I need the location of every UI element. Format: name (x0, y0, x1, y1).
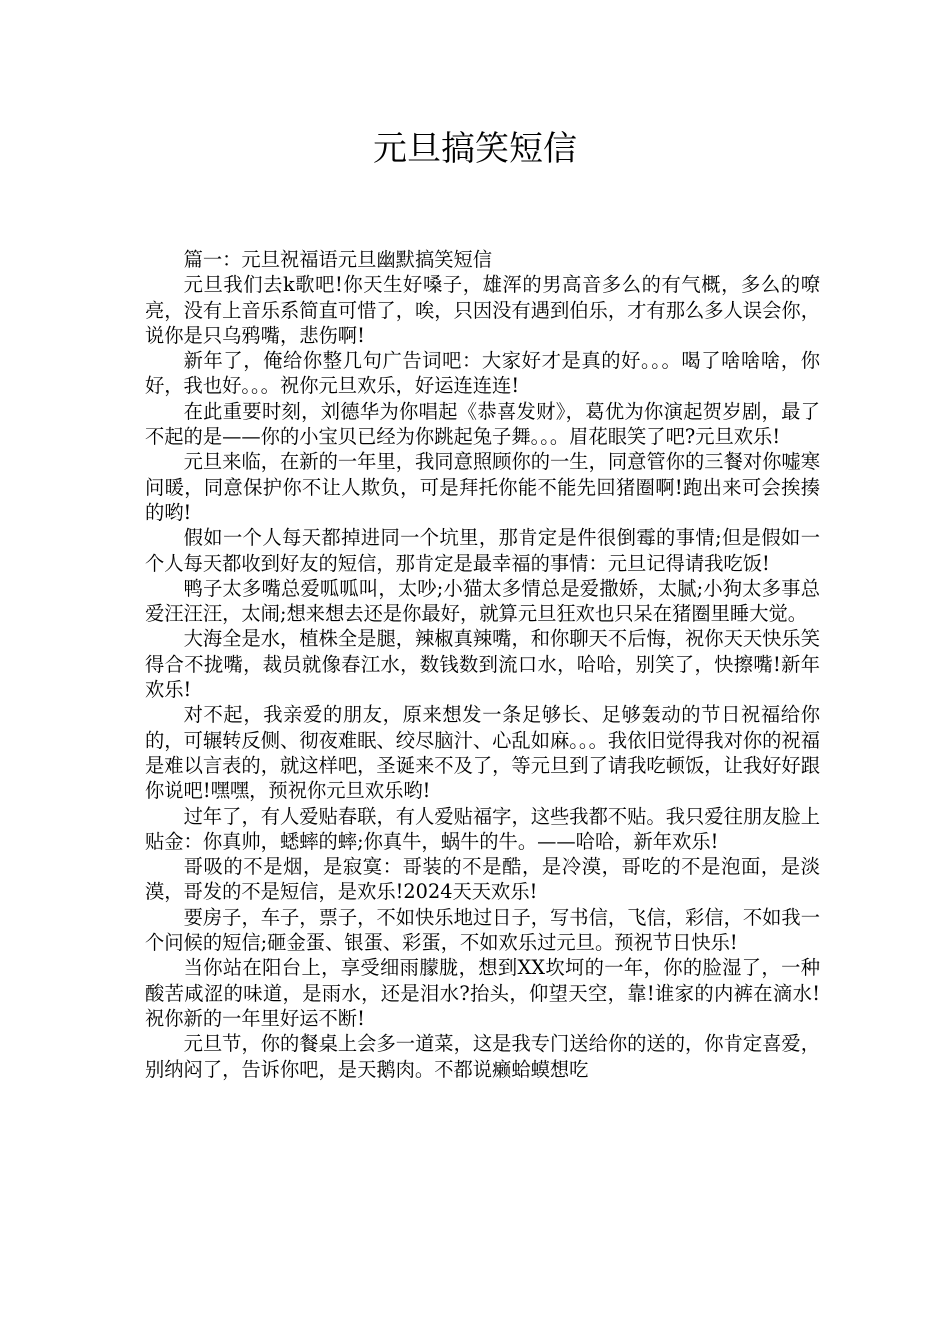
paragraph: 元旦来临，在新的一年里，我同意照顾你的一生，同意管你的三餐对你嘘寒问暖，同意保护你不让人欺负，可是拜托你能不能先回猪圈啊!跑出来可会挨揍的哟! (145, 450, 820, 524)
paragraph: 大海全是水，植株全是腿，辣椒真辣嘴，和你聊天不后悔，祝你天天快乐笑得合不拢嘴，裁员就像春江水，数钱数到流口水，哈哈，别笑了，快擦嘴!新年欢乐! (145, 627, 820, 702)
paragraph: 鸭子太多嘴总爱呱呱叫，太吵;小猫太多情总是爱撒娇，太腻;小狗太多事总爱汪汪汪，太闹;想来想去还是你最好，就算元旦狂欢也只呆在猪圈里睡大觉。 (145, 576, 820, 626)
paragraph: 新年了，俺给你整几句广告词吧：大家好才是真的好。。。喝了啥啥啥，你好，我也好。。。祝你元旦欢乐，好运连连连! (145, 349, 820, 398)
paragraph: 对不起，我亲爱的朋友，原来想发一条足够长、足够轰动的节日祝福给你的，可辗转反侧、彻夜难眠、绞尽脑汁、心乱如麻。。。我依旧觉得我对你的祝福是难以言表的，就这样吧，圣诞来不及了，等元旦到了请我吃顿饭，让我好好跟你说吧!嘿嘿，预祝你元旦欢乐哟! (145, 703, 820, 803)
paragraph: 当你站在阳台上，享受细雨朦胧，想到XX坎坷的一年，你的脸湿了，一种酸苦咸涩的味道，是雨水，还是泪水?抬头，仰望天空，靠!谁家的内裤在滴水!祝你新的一年里好运不断! (145, 956, 820, 1030)
paragraph: 假如一个人每天都掉进同一个坑里，那肯定是件很倒霉的事情;但是假如一个人每天都收到好友的短信，那肯定是最幸福的事情：元旦记得请我吃饭! (145, 526, 820, 575)
paragraph: 在此重要时刻，刘德华为你唱起《恭喜发财》，葛优为你演起贺岁剧，最了不起的是——你的小宝贝已经为你跳起兔子舞。。。眉花眼笑了吧?元旦欢乐! (145, 399, 820, 449)
document-title: 元旦搞笑短信 (373, 129, 577, 169)
paragraph: 元旦我们去k歌吧!你天生好嗓子，雄浑的男高音多么的有气概，多么的嘹亮，没有上音乐系简直可惜了，唉，只因没有遇到伯乐，才有那么多人误会你，说你是只乌鸦嘴，悲伤啊! (145, 273, 820, 347)
document-body (145, 247, 820, 1082)
paragraph: 要房子，车子，票子，不如快乐地过日子，写书信，飞信，彩信，不如我一个问候的短信;砸金蛋、银蛋、彩蛋，不如欢乐过元旦。预祝节日快乐! (145, 905, 820, 955)
section-heading: 篇一：元旦祝福语元旦幽默搞笑短信 (183, 248, 493, 271)
paragraph: 过年了，有人爱贴春联，有人爱贴福字，这些我都不贴。我只爱往朋友脸上贴金：你真帅，蟋蟀的蟀;你真牛，蜗牛的牛。——哈哈，新年欢乐! (145, 804, 820, 853)
paragraph: 哥吸的不是烟，是寂寞：哥装的不是酷，是冷漠，哥吃的不是泡面，是淡漠，哥发的不是短信，是欢乐!2024天天欢乐! (145, 855, 820, 904)
paragraph: 元旦节，你的餐桌上会多一道菜，这是我专门送给你的送的，你肯定喜爱，别纳闷了，告诉你吧，是天鹅肉。不都说癞蛤蟆想吃 (145, 1032, 820, 1081)
